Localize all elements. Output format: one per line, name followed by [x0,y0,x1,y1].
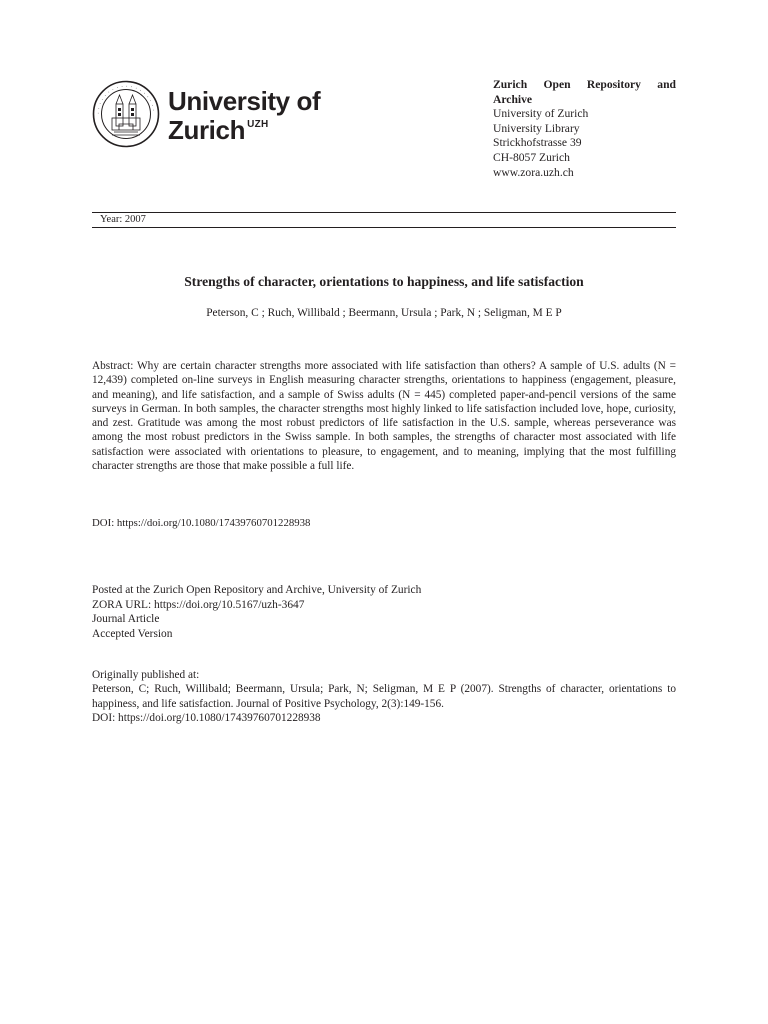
paper-authors: Peterson, C ; Ruch, Willibald ; Beermann, Ursula ; Park, N ; Seligman, M E P [206,307,562,319]
repository-website[interactable]: www.zora.uzh.ch [493,165,574,179]
posting-info [92,583,676,641]
svg-text:· · · · · · · · · · · · · · ·: · · · · · · · · · · · · · · · · · · [95,83,156,115]
divider-bottom [92,227,676,228]
address-line: University of Zurich [493,107,589,121]
abstract-text: Abstract: Why are certain character strengths more associated with life satisfaction than others? A sample of U.S. adults (N = 12,439) completed on-line surveys in English measuring character strengths, orientations to happiness (engagement, pleasure, and meaning), and life satisfaction, and a sample of Swiss adults (N = 445) completed paper-and-pencil versions of the same surveys in German. In both samples, the character strengths most highly linked to life satisfaction included love, hope, curiosity, and zest. Gratitude was among the most robust predictors of life satisfaction in the U.S. sample, whereas perseverance was among the most robust predictors in the Swiss sample. In both samples, the strengths of character most associated with life satisfaction were associated with orientations to pleasure, to engagement, and to meaning, implying that the most fulfilling character strengths are those that make possible a full life. [92,360,676,473]
wordmark-line-2 [168,116,320,151]
paper-title: Strengths of character, orientations to happiness, and life satisfaction [184,274,584,289]
university-seal-icon [92,80,160,148]
posted-statement: Posted at the Zurich Open Repository and Archive, University of Zurich [92,584,422,596]
repository-name: Zurich Open Repository and Archive [493,78,676,106]
university-wordmark [168,87,320,151]
year-label: Year: 2007 [100,214,146,225]
address-line: Strickhofstrasse 39 [493,136,582,150]
address-line: University Library [493,121,580,135]
wordmark-line-1: University of [168,86,321,116]
original-heading: Originally published at: [92,669,200,681]
original-citation: Peterson, C; Ruch, Willibald; Beermann, Ursula; Park, N; Seligman, M E P (2007). Strengths of character, orientations to happiness, and life satisfaction. Journal of Positive Psychology, 2(3):149-156. [92,683,676,710]
original-doi-link[interactable]: DOI: https://doi.org/10.1080/17439760701228938 [92,712,321,725]
divider-top [92,212,676,213]
publication-version: Accepted Version [92,627,173,640]
address-line: CH-8057 Zurich [493,150,570,164]
wordmark-zurich: Zurich [168,115,246,145]
publication-type: Journal Article [92,613,160,625]
original-publication [92,668,676,726]
zora-url-link[interactable]: ZORA URL: https://doi.org/10.5167/uzh-3647 [92,598,305,611]
university-logo [92,80,322,156]
repository-address [493,78,676,180]
wordmark-uzh-superscript: UZH [247,119,269,130]
doi-link[interactable]: DOI: https://doi.org/10.1080/17439760701228938 [92,517,311,529]
